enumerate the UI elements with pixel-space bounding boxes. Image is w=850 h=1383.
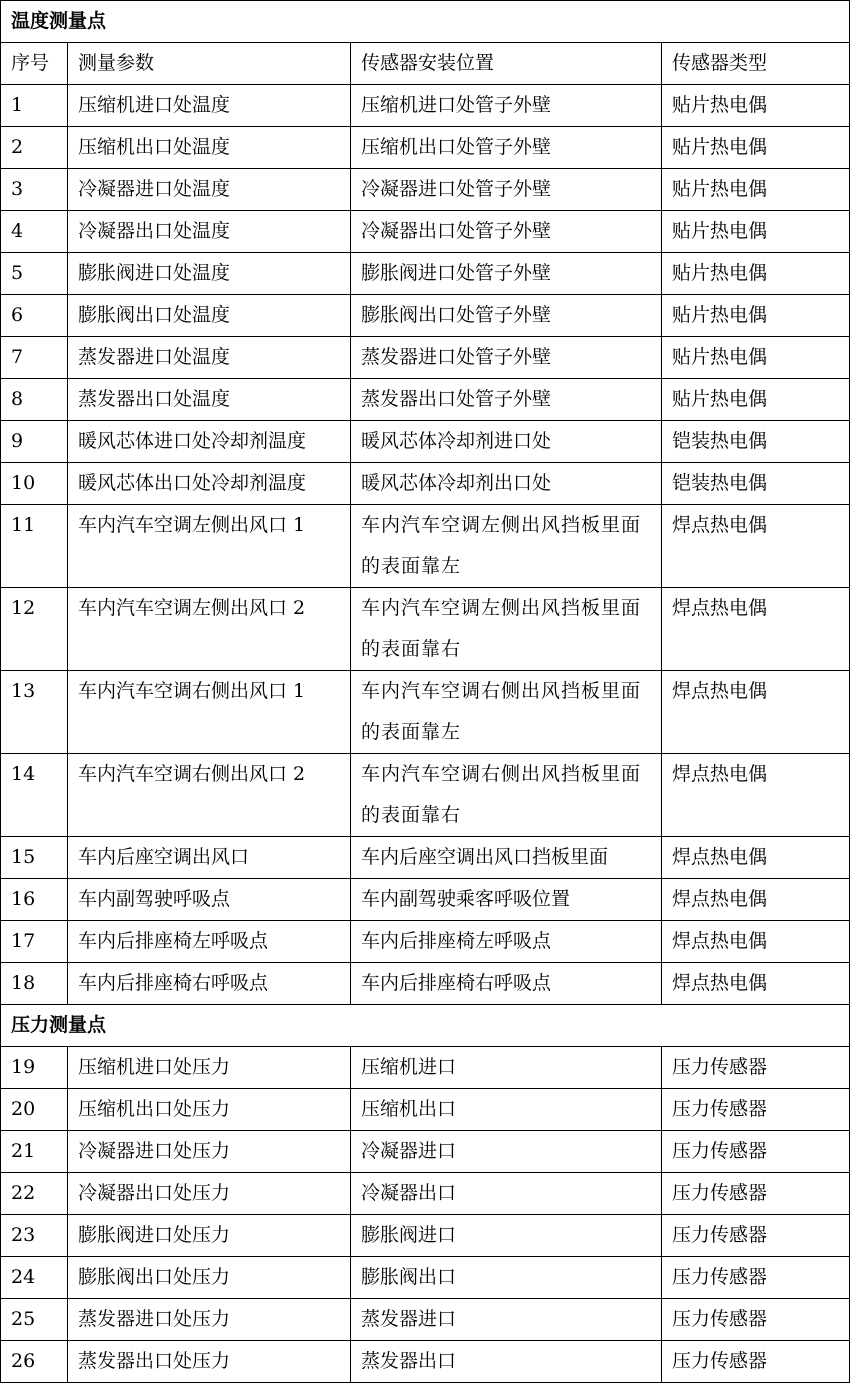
table-row [1, 379, 850, 421]
table-row [1, 337, 850, 379]
cell-sensor-type: 贴片热电偶 [662, 211, 850, 253]
cell-sensor-type: 焊点热电偶 [662, 671, 850, 754]
table-row [1, 421, 850, 463]
table-row [1, 921, 850, 963]
cell-sensor-type: 贴片热电偶 [662, 295, 850, 337]
table-row [1, 169, 850, 211]
cell-sensor-type: 压力传感器 [662, 1047, 850, 1089]
cell-sensor-type: 焊点热电偶 [662, 837, 850, 879]
table-row [1, 837, 850, 879]
cell-parameter: 蒸发器进口处温度 [68, 337, 351, 379]
cell-sensor-type: 焊点热电偶 [662, 754, 850, 837]
cell-index: 24 [1, 1257, 68, 1299]
cell-sensor-type: 焊点热电偶 [662, 921, 850, 963]
cell-location: 膨胀阀进口 [351, 1215, 662, 1257]
cell-sensor-type: 焊点热电偶 [662, 963, 850, 1005]
table-row [1, 588, 850, 671]
column-header-sensor-type: 传感器类型 [662, 43, 850, 85]
cell-index: 13 [1, 671, 68, 754]
cell-sensor-type: 焊点热电偶 [662, 505, 850, 588]
cell-parameter: 车内汽车空调右侧出风口 1 [68, 671, 351, 754]
cell-location: 蒸发器出口处管子外壁 [351, 379, 662, 421]
section-row-pressure [1, 1005, 850, 1047]
section-row-temperature [1, 1, 850, 43]
cell-parameter: 冷凝器出口处压力 [68, 1173, 351, 1215]
cell-index: 5 [1, 253, 68, 295]
cell-sensor-type: 铠装热电偶 [662, 421, 850, 463]
cell-index: 3 [1, 169, 68, 211]
cell-location: 膨胀阀进口处管子外壁 [351, 253, 662, 295]
cell-index: 23 [1, 1215, 68, 1257]
table-row [1, 754, 850, 837]
cell-location: 暖风芯体冷却剂进口处 [351, 421, 662, 463]
cell-parameter: 冷凝器进口处温度 [68, 169, 351, 211]
cell-location: 膨胀阀出口处管子外壁 [351, 295, 662, 337]
cell-sensor-type: 焊点热电偶 [662, 879, 850, 921]
table-row [1, 253, 850, 295]
cell-index: 4 [1, 211, 68, 253]
cell-parameter: 暖风芯体出口处冷却剂温度 [68, 463, 351, 505]
cell-location: 车内汽车空调右侧出风挡板里面的表面靠左 [351, 671, 662, 754]
cell-sensor-type: 贴片热电偶 [662, 253, 850, 295]
column-header-parameter: 测量参数 [68, 43, 351, 85]
cell-parameter: 车内汽车空调左侧出风口 2 [68, 588, 351, 671]
table-row [1, 1131, 850, 1173]
table-row [1, 963, 850, 1005]
cell-index: 6 [1, 295, 68, 337]
cell-parameter: 膨胀阀出口处温度 [68, 295, 351, 337]
cell-location: 车内汽车空调左侧出风挡板里面的表面靠左 [351, 505, 662, 588]
cell-parameter: 蒸发器进口处压力 [68, 1299, 351, 1341]
cell-index: 22 [1, 1173, 68, 1215]
cell-location: 压缩机进口处管子外壁 [351, 85, 662, 127]
cell-location: 车内后排座椅左呼吸点 [351, 921, 662, 963]
cell-sensor-type: 压力传感器 [662, 1299, 850, 1341]
cell-index: 26 [1, 1341, 68, 1383]
table-row [1, 85, 850, 127]
cell-location: 膨胀阀出口 [351, 1257, 662, 1299]
cell-index: 1 [1, 85, 68, 127]
table-row [1, 671, 850, 754]
table-row [1, 1173, 850, 1215]
cell-parameter: 车内汽车空调右侧出风口 2 [68, 754, 351, 837]
table-row [1, 1215, 850, 1257]
cell-parameter: 暖风芯体进口处冷却剂温度 [68, 421, 351, 463]
cell-index: 8 [1, 379, 68, 421]
table-row [1, 879, 850, 921]
cell-location: 冷凝器出口处管子外壁 [351, 211, 662, 253]
cell-parameter: 蒸发器出口处温度 [68, 379, 351, 421]
cell-location: 压缩机出口 [351, 1089, 662, 1131]
header-row [1, 43, 850, 85]
cell-parameter: 冷凝器出口处温度 [68, 211, 351, 253]
cell-location: 车内后座空调出风口挡板里面 [351, 837, 662, 879]
cell-index: 18 [1, 963, 68, 1005]
section-title-temperature: 温度测量点 [1, 1, 850, 43]
cell-sensor-type: 压力传感器 [662, 1089, 850, 1131]
cell-parameter: 压缩机出口处压力 [68, 1089, 351, 1131]
cell-location: 车内副驾驶乘客呼吸位置 [351, 879, 662, 921]
table-row [1, 1299, 850, 1341]
cell-index: 14 [1, 754, 68, 837]
cell-sensor-type: 焊点热电偶 [662, 588, 850, 671]
cell-parameter: 车内后座空调出风口 [68, 837, 351, 879]
cell-index: 15 [1, 837, 68, 879]
cell-index: 25 [1, 1299, 68, 1341]
table-row [1, 1047, 850, 1089]
cell-location: 车内汽车空调左侧出风挡板里面的表面靠右 [351, 588, 662, 671]
table-body [1, 1, 850, 1383]
cell-sensor-type: 铠装热电偶 [662, 463, 850, 505]
cell-location: 车内汽车空调右侧出风挡板里面的表面靠右 [351, 754, 662, 837]
cell-parameter: 车内汽车空调左侧出风口 1 [68, 505, 351, 588]
cell-index: 9 [1, 421, 68, 463]
column-header-index: 序号 [1, 43, 68, 85]
cell-sensor-type: 贴片热电偶 [662, 169, 850, 211]
cell-location: 压缩机出口处管子外壁 [351, 127, 662, 169]
cell-location: 蒸发器进口处管子外壁 [351, 337, 662, 379]
table-row [1, 1257, 850, 1299]
table-row [1, 127, 850, 169]
table-row [1, 211, 850, 253]
cell-sensor-type: 压力传感器 [662, 1215, 850, 1257]
cell-sensor-type: 压力传感器 [662, 1131, 850, 1173]
cell-sensor-type: 压力传感器 [662, 1173, 850, 1215]
cell-sensor-type: 压力传感器 [662, 1257, 850, 1299]
cell-parameter: 膨胀阀进口处温度 [68, 253, 351, 295]
cell-index: 16 [1, 879, 68, 921]
cell-index: 10 [1, 463, 68, 505]
table-row [1, 1341, 850, 1383]
section-title-pressure: 压力测量点 [1, 1005, 850, 1047]
cell-location: 车内后排座椅右呼吸点 [351, 963, 662, 1005]
cell-location: 暖风芯体冷却剂出口处 [351, 463, 662, 505]
cell-parameter: 膨胀阀出口处压力 [68, 1257, 351, 1299]
cell-index: 7 [1, 337, 68, 379]
table-row [1, 463, 850, 505]
cell-index: 2 [1, 127, 68, 169]
cell-location: 压缩机进口 [351, 1047, 662, 1089]
cell-location: 蒸发器进口 [351, 1299, 662, 1341]
cell-parameter: 膨胀阀进口处压力 [68, 1215, 351, 1257]
table-row [1, 1089, 850, 1131]
cell-sensor-type: 贴片热电偶 [662, 127, 850, 169]
cell-parameter: 压缩机出口处温度 [68, 127, 351, 169]
cell-parameter: 车内副驾驶呼吸点 [68, 879, 351, 921]
cell-index: 21 [1, 1131, 68, 1173]
cell-parameter: 压缩机进口处温度 [68, 85, 351, 127]
table-row [1, 295, 850, 337]
cell-index: 17 [1, 921, 68, 963]
cell-parameter: 冷凝器进口处压力 [68, 1131, 351, 1173]
cell-index: 11 [1, 505, 68, 588]
cell-sensor-type: 贴片热电偶 [662, 85, 850, 127]
cell-location: 冷凝器进口 [351, 1131, 662, 1173]
cell-parameter: 车内后排座椅左呼吸点 [68, 921, 351, 963]
table-row [1, 505, 850, 588]
cell-location: 冷凝器出口 [351, 1173, 662, 1215]
cell-parameter: 压缩机进口处压力 [68, 1047, 351, 1089]
cell-index: 20 [1, 1089, 68, 1131]
cell-parameter: 蒸发器出口处压力 [68, 1341, 351, 1383]
cell-location: 蒸发器出口 [351, 1341, 662, 1383]
cell-index: 12 [1, 588, 68, 671]
cell-parameter: 车内后排座椅右呼吸点 [68, 963, 351, 1005]
column-header-location: 传感器安装位置 [351, 43, 662, 85]
cell-index: 19 [1, 1047, 68, 1089]
cell-sensor-type: 贴片热电偶 [662, 337, 850, 379]
cell-location: 冷凝器进口处管子外壁 [351, 169, 662, 211]
cell-sensor-type: 贴片热电偶 [662, 379, 850, 421]
cell-sensor-type: 压力传感器 [662, 1341, 850, 1383]
